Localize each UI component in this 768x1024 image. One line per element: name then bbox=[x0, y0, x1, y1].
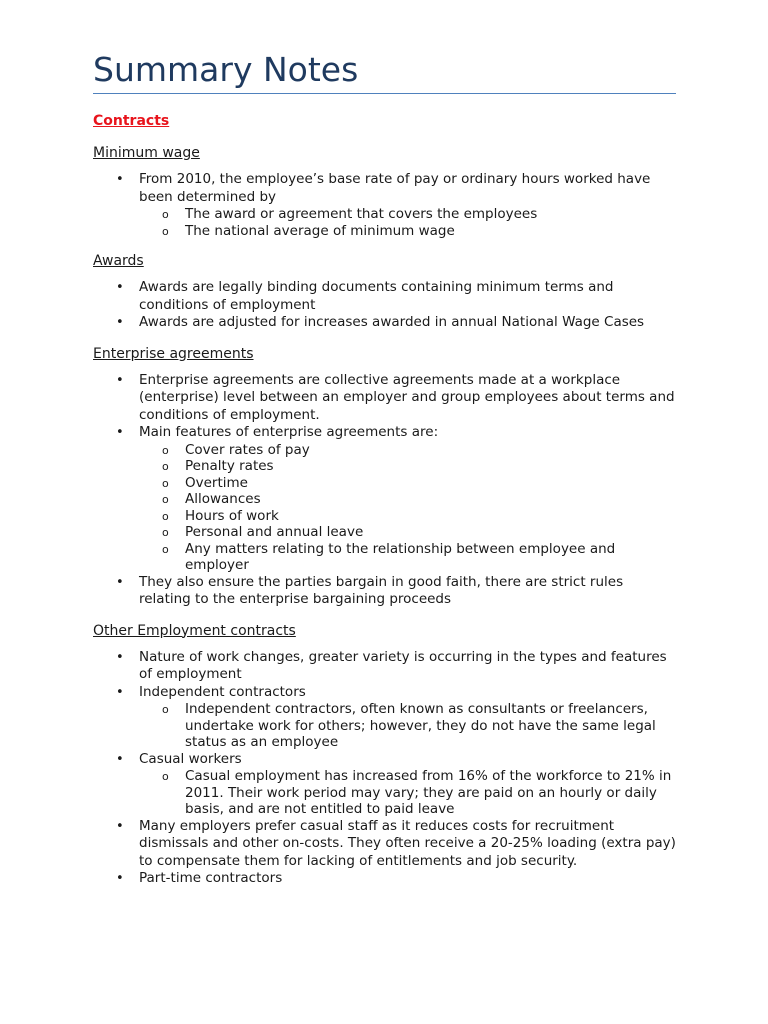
sub-list-item: o Cover rates of pay bbox=[139, 442, 676, 459]
list-item bbox=[93, 751, 676, 818]
list-item: • They also ensure the parties bargain in good faith, there are strict rules relating to the enterprise bargaining proceeds bbox=[93, 574, 676, 609]
heading-minimum-wage: Minimum wage bbox=[93, 145, 200, 161]
list-item: • Enterprise agreements are collective agreements made at a workplace (enterprise) level between an employer and group employees about terms and conditions of employment. bbox=[93, 372, 676, 425]
sub-list-item: o Any matters relating to the relationship between employee and employer bbox=[139, 541, 676, 574]
sub-list-item: o Casual employment has increased from 16% of the workforce to 21% in 2011. Their work period may vary; they are paid on an hourly or daily basis, and are not entitled to paid leave bbox=[139, 768, 676, 818]
sub-list-item: o Independent contractors, often known as consultants or freelancers, undertake work for others; however, they do not have the same legal status as an employee bbox=[139, 701, 676, 751]
sub-list-item: o Personal and annual leave bbox=[139, 524, 676, 541]
other-contracts-list bbox=[93, 649, 676, 888]
list-item: • Awards are adjusted for increases awarded in annual National Wage Cases bbox=[93, 314, 676, 332]
awards-list bbox=[93, 279, 676, 332]
list-item-text: Independent contractors bbox=[139, 683, 306, 700]
enterprise-list bbox=[93, 372, 676, 609]
sub-list-item: o The award or agreement that covers the employees bbox=[139, 206, 676, 223]
sub-list-item: o Overtime bbox=[139, 475, 676, 492]
sub-list bbox=[139, 701, 676, 751]
sub-list bbox=[139, 206, 676, 239]
heading-other-employment-contracts: Other Employment contracts bbox=[93, 622, 296, 639]
list-item-text: Casual workers bbox=[139, 750, 242, 767]
list-item-text: Main features of enterprise agreements are: bbox=[139, 424, 439, 440]
list-item bbox=[93, 424, 676, 574]
list-item: • Many employers prefer casual staff as it reduces costs for recruitment dismissals and other on-costs. They often receive a 20-25% loading (extra pay) to compensate them for lacking of entitlements and job security. bbox=[93, 818, 676, 871]
list-item bbox=[93, 684, 676, 751]
sub-list bbox=[139, 442, 676, 574]
minimum-wage-list bbox=[93, 171, 676, 239]
sub-list-item: o Hours of work bbox=[139, 508, 676, 525]
document-title: Summary Notes bbox=[93, 50, 676, 94]
section-heading-contracts: Contracts bbox=[93, 113, 170, 129]
list-item: • Nature of work changes, greater variety is occurring in the types and features of employment bbox=[93, 649, 676, 684]
sub-list-item: o The national average of minimum wage bbox=[139, 223, 676, 240]
heading-awards: Awards bbox=[93, 253, 144, 269]
sub-list bbox=[139, 768, 676, 818]
sub-list-item: o Penalty rates bbox=[139, 458, 676, 475]
list-item: • Awards are legally binding documents containing minimum terms and conditions of employment bbox=[93, 279, 676, 314]
heading-enterprise-agreements: Enterprise agreements bbox=[93, 345, 254, 362]
sub-list-item: o Allowances bbox=[139, 491, 676, 508]
list-item bbox=[93, 171, 676, 239]
list-item: • Part-time contractors bbox=[93, 870, 676, 888]
document-page bbox=[93, 50, 676, 888]
list-item-text: From 2010, the employee’s base rate of pay or ordinary hours worked have been determined by bbox=[139, 171, 651, 205]
